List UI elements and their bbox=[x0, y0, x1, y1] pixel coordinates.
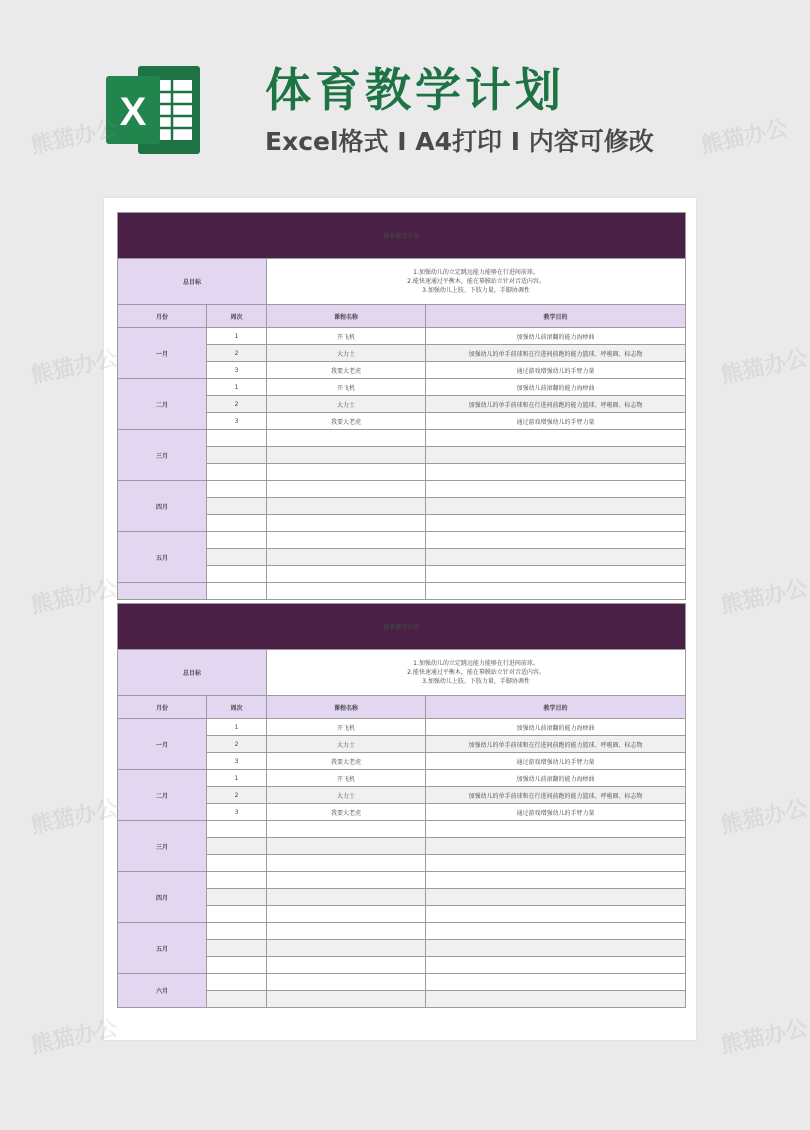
plan-table-1 bbox=[117, 212, 686, 600]
header-course: 课程名称 bbox=[267, 305, 426, 328]
month-label bbox=[118, 583, 207, 600]
week-cell[interactable]: 2 bbox=[207, 396, 267, 413]
purpose-cell[interactable]: 通过游戏增强幼儿的手臂力量 bbox=[426, 362, 686, 379]
week-cell[interactable]: 3 bbox=[207, 362, 267, 379]
purpose-cell[interactable] bbox=[426, 855, 686, 872]
course-cell[interactable] bbox=[267, 889, 426, 906]
week-cell[interactable] bbox=[207, 498, 267, 515]
table-row bbox=[118, 770, 686, 787]
week-cell[interactable]: 3 bbox=[207, 753, 267, 770]
course-cell[interactable]: 大力士 bbox=[267, 396, 426, 413]
purpose-cell[interactable] bbox=[426, 872, 686, 889]
goal-content[interactable] bbox=[267, 650, 686, 696]
month-label: 六月 bbox=[118, 974, 207, 1008]
goal-label: 总目标 bbox=[118, 650, 267, 696]
table-title: 体育教学计划 bbox=[118, 604, 686, 650]
purpose-cell[interactable] bbox=[426, 940, 686, 957]
table-row bbox=[118, 719, 686, 736]
purpose-cell[interactable]: 加强幼儿前滚翻的能力海痹曲 bbox=[426, 379, 686, 396]
header-week: 周次 bbox=[207, 696, 267, 719]
month-label: 四月 bbox=[118, 872, 207, 923]
course-cell[interactable]: 开飞机 bbox=[267, 770, 426, 787]
purpose-cell[interactable] bbox=[426, 821, 686, 838]
week-cell[interactable] bbox=[207, 583, 267, 600]
week-cell[interactable] bbox=[207, 430, 267, 447]
course-cell[interactable] bbox=[267, 498, 426, 515]
table-row bbox=[118, 923, 686, 940]
table-row bbox=[118, 583, 686, 600]
course-cell[interactable] bbox=[267, 549, 426, 566]
purpose-cell[interactable]: 通过游戏增强幼儿的手臂力量 bbox=[426, 753, 686, 770]
week-cell[interactable] bbox=[207, 481, 267, 498]
course-cell[interactable] bbox=[267, 430, 426, 447]
course-cell[interactable]: 我要大老虎 bbox=[267, 804, 426, 821]
week-cell[interactable] bbox=[207, 447, 267, 464]
purpose-cell[interactable] bbox=[426, 957, 686, 974]
header-month: 月份 bbox=[118, 305, 207, 328]
purpose-cell[interactable] bbox=[426, 838, 686, 855]
purpose-cell[interactable] bbox=[426, 991, 686, 1008]
goal-content[interactable] bbox=[267, 259, 686, 305]
course-cell[interactable]: 大力士 bbox=[267, 736, 426, 753]
month-label: 五月 bbox=[118, 532, 207, 583]
course-cell[interactable]: 我要大老虎 bbox=[267, 753, 426, 770]
week-cell[interactable] bbox=[207, 974, 267, 991]
purpose-cell[interactable] bbox=[426, 889, 686, 906]
purpose-cell[interactable]: 加强幼儿前滚翻的能力海痹曲 bbox=[426, 328, 686, 345]
course-cell[interactable]: 开飞机 bbox=[267, 328, 426, 345]
goal-line: 2.能快速通过平衡木，能在摹膜站立针对音适内容。 bbox=[407, 669, 545, 676]
course-cell[interactable] bbox=[267, 855, 426, 872]
course-cell[interactable]: 开飞机 bbox=[267, 379, 426, 396]
goal-line: 3.加强幼儿上肢、下肢力量，手脚协调性 bbox=[422, 678, 530, 685]
week-cell[interactable] bbox=[207, 991, 267, 1008]
goal-line: 1.加强幼儿的立定跳远能力能够在行进间前球。 bbox=[413, 660, 539, 667]
table-row bbox=[118, 974, 686, 991]
course-cell[interactable] bbox=[267, 447, 426, 464]
table-row bbox=[118, 328, 686, 345]
course-cell[interactable] bbox=[267, 464, 426, 481]
goal-line: 2.能快速通过平衡木，能在摹膜站立针对音适内容。 bbox=[407, 278, 545, 285]
table-row bbox=[118, 821, 686, 838]
header-purpose: 教学目的 bbox=[426, 696, 686, 719]
week-cell[interactable] bbox=[207, 515, 267, 532]
month-label: 三月 bbox=[118, 821, 207, 872]
course-cell[interactable]: 我要大老虎 bbox=[267, 362, 426, 379]
course-cell[interactable] bbox=[267, 940, 426, 957]
week-cell[interactable]: 2 bbox=[207, 787, 267, 804]
week-cell[interactable]: 3 bbox=[207, 413, 267, 430]
goal-line: 1.加强幼儿的立定跳远能力能够在行进间前球。 bbox=[413, 269, 539, 276]
purpose-cell[interactable]: 通过游戏增强幼儿的手臂力量 bbox=[426, 804, 686, 821]
table-row bbox=[118, 872, 686, 889]
week-cell[interactable]: 1 bbox=[207, 379, 267, 396]
week-cell[interactable] bbox=[207, 855, 267, 872]
svg-text:X: X bbox=[119, 90, 147, 134]
course-cell[interactable]: 我要大老虎 bbox=[267, 413, 426, 430]
week-cell[interactable] bbox=[207, 464, 267, 481]
purpose-cell[interactable] bbox=[426, 464, 686, 481]
course-cell[interactable] bbox=[267, 906, 426, 923]
week-cell[interactable]: 1 bbox=[207, 328, 267, 345]
course-cell[interactable]: 开飞机 bbox=[267, 719, 426, 736]
header-course: 课程名称 bbox=[267, 696, 426, 719]
table-title: 体育教学计划 bbox=[118, 213, 686, 259]
purpose-cell[interactable] bbox=[426, 583, 686, 600]
page-title: 体育教学计划 bbox=[265, 63, 565, 117]
course-cell[interactable] bbox=[267, 872, 426, 889]
purpose-cell[interactable] bbox=[426, 549, 686, 566]
course-cell[interactable] bbox=[267, 957, 426, 974]
purpose-cell[interactable] bbox=[426, 532, 686, 549]
week-cell[interactable]: 1 bbox=[207, 770, 267, 787]
week-cell[interactable] bbox=[207, 566, 267, 583]
week-cell[interactable] bbox=[207, 872, 267, 889]
purpose-cell[interactable]: 通过游戏增强幼儿的手臂力量 bbox=[426, 413, 686, 430]
table-row bbox=[118, 481, 686, 498]
header-week: 周次 bbox=[207, 305, 267, 328]
header-month: 月份 bbox=[118, 696, 207, 719]
month-label: 一月 bbox=[118, 719, 207, 770]
goal-line: 3.加强幼儿上肢、下肢力量，手脚协调性 bbox=[422, 287, 530, 294]
goal-label: 总目标 bbox=[118, 259, 267, 305]
week-cell[interactable]: 1 bbox=[207, 719, 267, 736]
week-cell[interactable] bbox=[207, 889, 267, 906]
course-cell[interactable] bbox=[267, 515, 426, 532]
course-cell[interactable] bbox=[267, 991, 426, 1008]
purpose-cell[interactable] bbox=[426, 498, 686, 515]
page-subtitle: Excel格式 I A4打印 I 内容可修改 bbox=[265, 127, 654, 156]
month-label: 五月 bbox=[118, 923, 207, 974]
course-cell[interactable] bbox=[267, 923, 426, 940]
week-cell[interactable] bbox=[207, 821, 267, 838]
purpose-cell[interactable] bbox=[426, 481, 686, 498]
month-label: 三月 bbox=[118, 430, 207, 481]
purpose-cell[interactable] bbox=[426, 566, 686, 583]
purpose-cell[interactable] bbox=[426, 447, 686, 464]
table-row bbox=[118, 379, 686, 396]
week-cell[interactable] bbox=[207, 957, 267, 974]
course-cell[interactable] bbox=[267, 583, 426, 600]
course-cell[interactable] bbox=[267, 532, 426, 549]
purpose-cell[interactable]: 加强幼儿的单手前球和在行进间前跑的能力篮球、呼啦圈、标志物 bbox=[426, 396, 686, 413]
purpose-cell[interactable]: 加强幼儿的单手前球和在行进间前跑的能力篮球、呼啦圈、标志物 bbox=[426, 787, 686, 804]
week-cell[interactable] bbox=[207, 906, 267, 923]
purpose-cell[interactable] bbox=[426, 923, 686, 940]
table-row bbox=[118, 532, 686, 549]
purpose-cell[interactable] bbox=[426, 906, 686, 923]
purpose-cell[interactable] bbox=[426, 430, 686, 447]
plan-table-2 bbox=[117, 603, 686, 1008]
week-cell[interactable] bbox=[207, 940, 267, 957]
header-purpose: 教学目的 bbox=[426, 305, 686, 328]
week-cell[interactable]: 3 bbox=[207, 804, 267, 821]
month-label: 二月 bbox=[118, 379, 207, 430]
table-row bbox=[118, 430, 686, 447]
purpose-cell[interactable]: 加强幼儿的单手前球和在行进间前跑的能力篮球、呼啦圈、标志物 bbox=[426, 345, 686, 362]
week-cell[interactable]: 2 bbox=[207, 736, 267, 753]
purpose-cell[interactable]: 加强幼儿前滚翻的能力海痹曲 bbox=[426, 719, 686, 736]
purpose-cell[interactable] bbox=[426, 515, 686, 532]
week-cell[interactable] bbox=[207, 838, 267, 855]
purpose-cell[interactable] bbox=[426, 974, 686, 991]
month-label: 一月 bbox=[118, 328, 207, 379]
course-cell[interactable] bbox=[267, 481, 426, 498]
month-label: 四月 bbox=[118, 481, 207, 532]
course-cell[interactable] bbox=[267, 566, 426, 583]
purpose-cell[interactable]: 加强幼儿的单手前球和在行进间前跑的能力篮球、呼啦圈、标志物 bbox=[426, 736, 686, 753]
course-cell[interactable] bbox=[267, 821, 426, 838]
purpose-cell[interactable]: 加强幼儿前滚翻的能力海痹曲 bbox=[426, 770, 686, 787]
course-cell[interactable] bbox=[267, 974, 426, 991]
course-cell[interactable] bbox=[267, 838, 426, 855]
week-cell[interactable] bbox=[207, 532, 267, 549]
course-cell[interactable]: 大力士 bbox=[267, 787, 426, 804]
course-cell[interactable]: 大力士 bbox=[267, 345, 426, 362]
month-label: 二月 bbox=[118, 770, 207, 821]
excel-logo-icon bbox=[104, 62, 204, 158]
spreadsheet-page bbox=[104, 198, 696, 1040]
week-cell[interactable]: 2 bbox=[207, 345, 267, 362]
week-cell[interactable] bbox=[207, 549, 267, 566]
week-cell[interactable] bbox=[207, 923, 267, 940]
